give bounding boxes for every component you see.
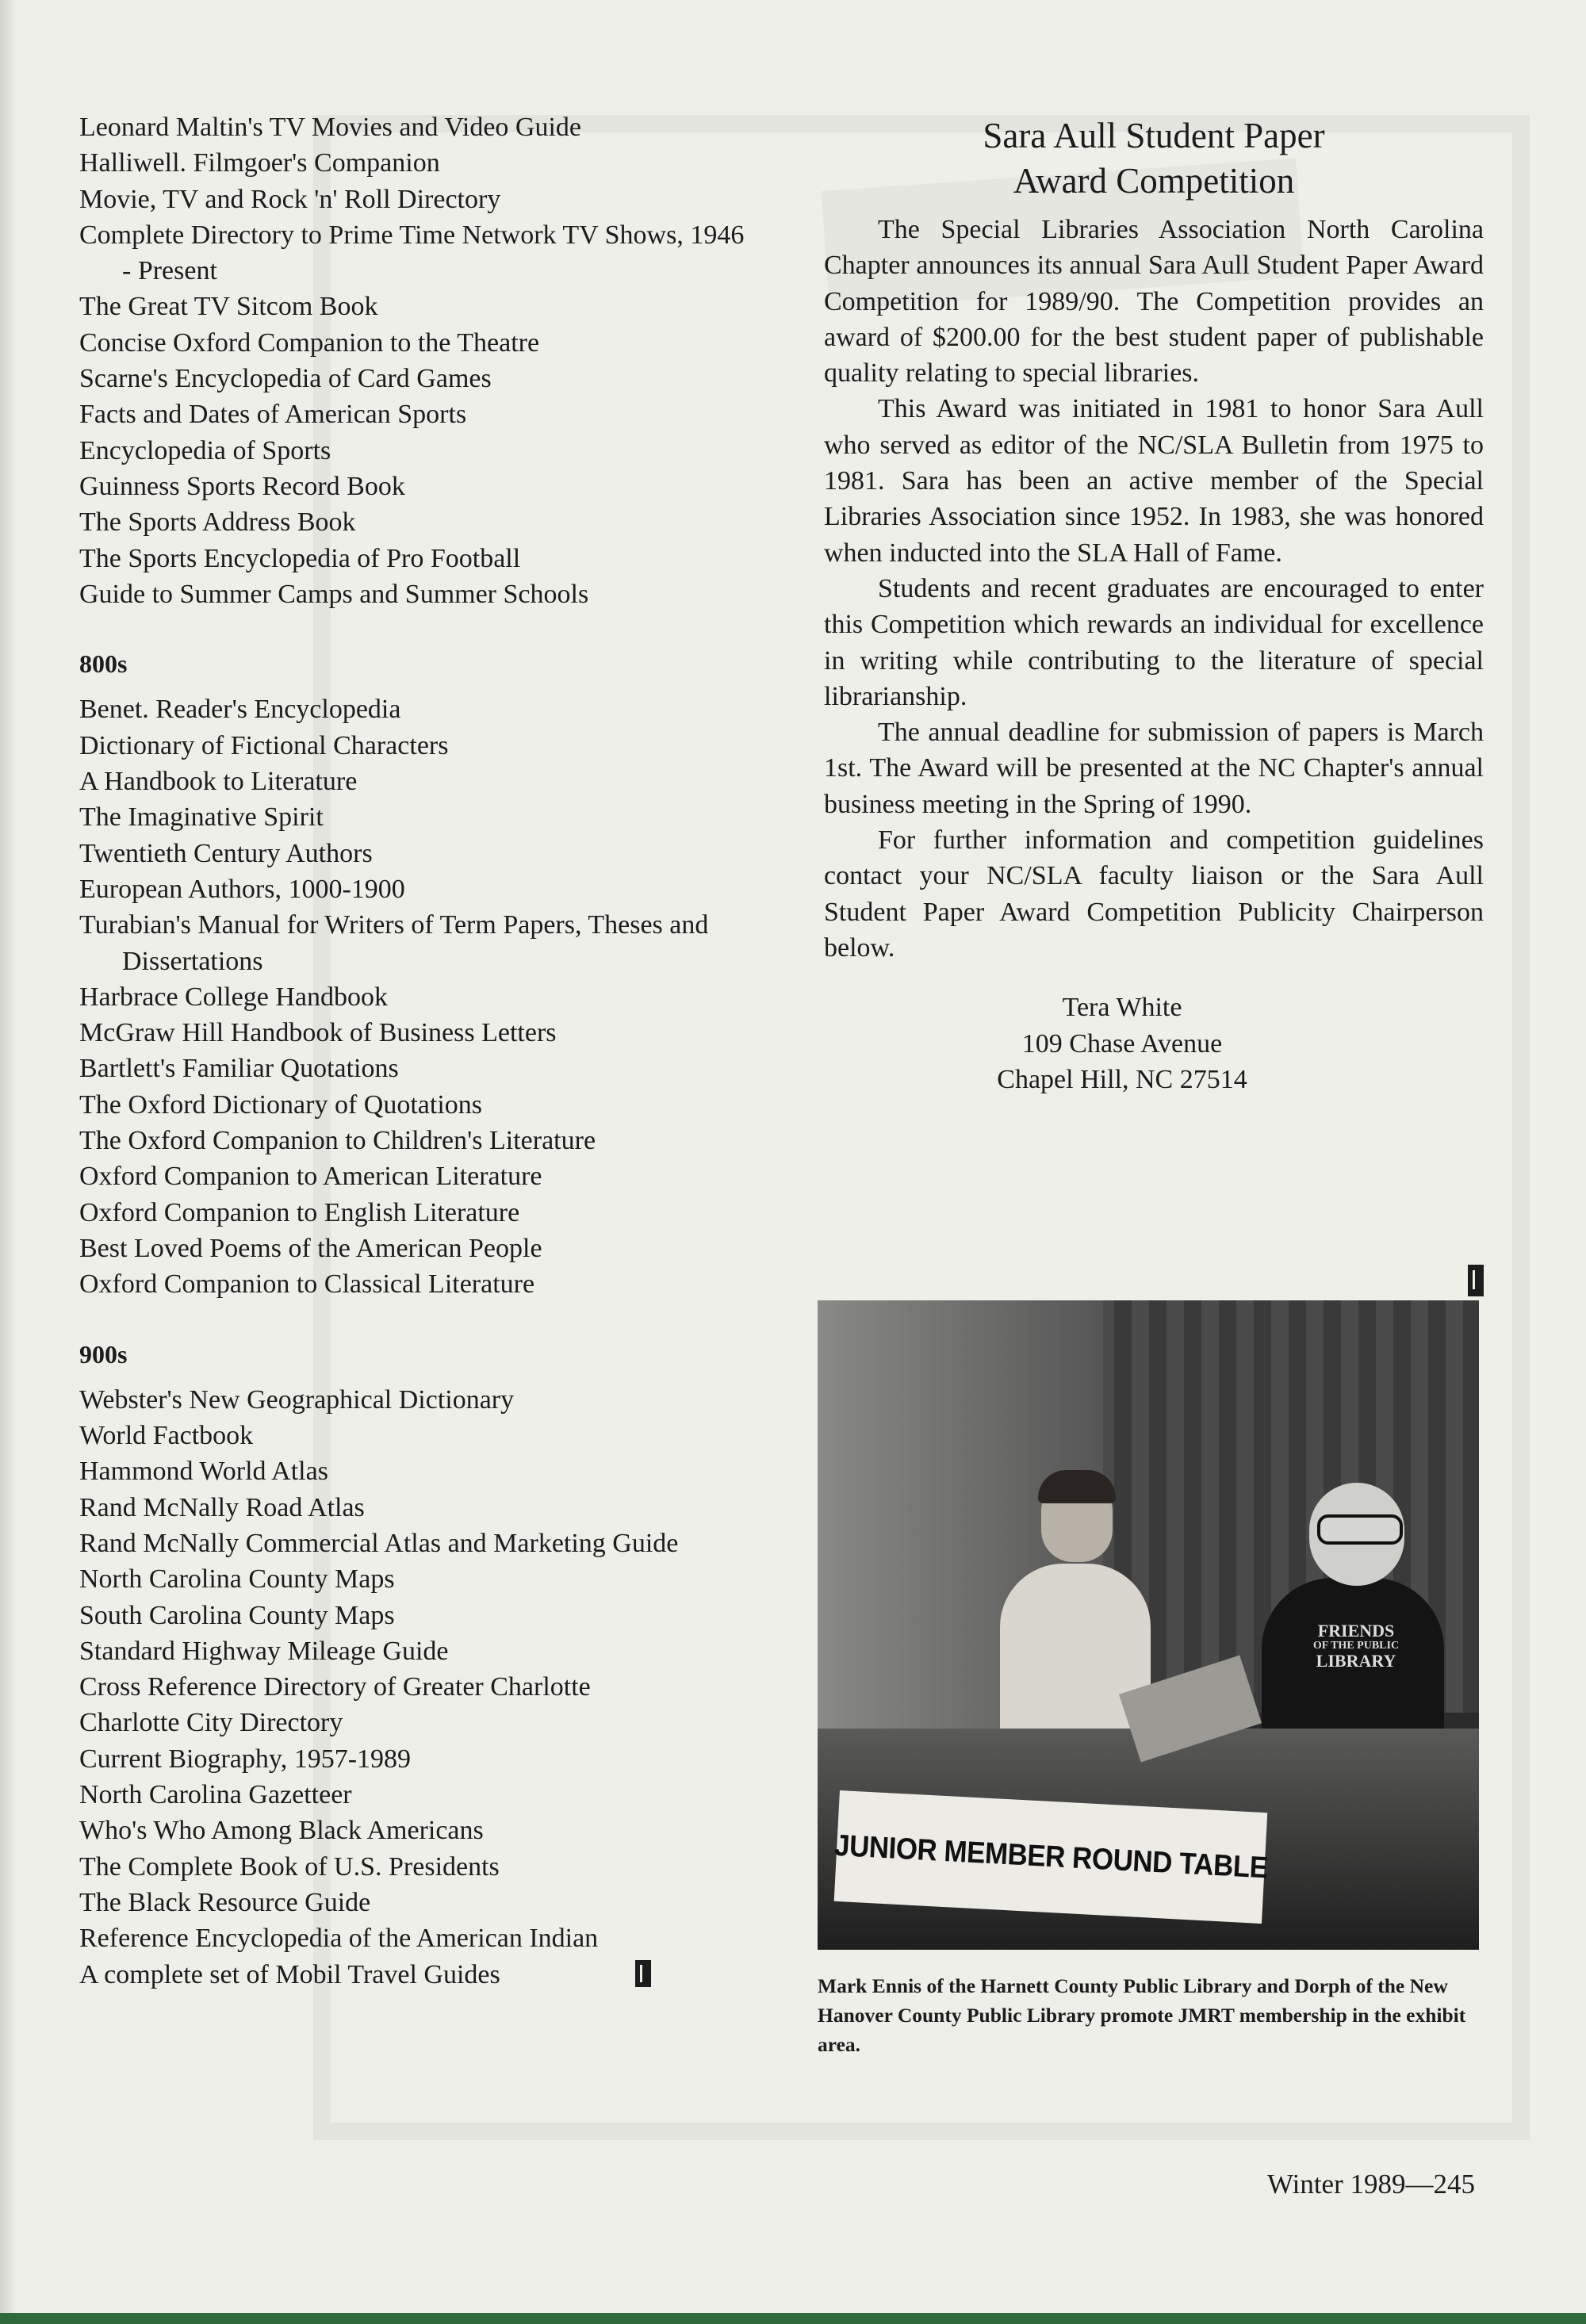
article-title-line: Sara Aull Student Paper <box>983 116 1325 155</box>
list-item: Dictionary of Fictional Characters <box>79 730 449 760</box>
list-item: McGraw Hill Handbook of Business Letters <box>79 1018 557 1048</box>
list-item: Cross Reference Directory of Greater Charlotte <box>79 1672 591 1702</box>
list-item: Who's Who Among Black Americans <box>79 1816 484 1846</box>
list-item: Current Biography, 1957-1989 <box>79 1744 412 1774</box>
list-item: Halliwell. Filmgoer's Companion <box>79 148 440 178</box>
list-item: Oxford Companion to Classical Literature <box>79 1269 535 1300</box>
article-paragraph: Students and recent graduates are encouraged to enter this Competition which rewards an individual for excellence in writing while contributing to the literature of special librarianship. <box>824 573 1484 711</box>
reference-list-column <box>79 109 753 1993</box>
contact-street: 109 Chase Avenue <box>1021 1028 1223 1059</box>
list-item: The Great TV Sitcom Book <box>79 292 378 322</box>
end-of-article-icon <box>635 1960 651 1987</box>
shirt-text-line: FRIENDS <box>1317 1621 1395 1641</box>
list-item: Guide to Summer Camps and Summer Schools <box>79 579 589 609</box>
photo-caption: Mark Ennis of the Harnett County Public Library and Dorph of the New Hanover County Public Library promote JMRT membership in the exhibit area. <box>818 1974 1466 2056</box>
list-item: Guinness Sports Record Book <box>79 471 405 501</box>
exhibit-photo <box>818 1300 1479 1950</box>
list-item: Harbrace College Handbook <box>79 982 388 1012</box>
list-item: Hammond World Atlas <box>79 1457 328 1487</box>
article-title <box>824 113 1484 204</box>
mascot-shirt <box>1262 1578 1444 1744</box>
list-item: Standard Highway Mileage Guide <box>79 1636 449 1666</box>
list-item: A Handbook to Literature <box>79 767 358 797</box>
list-item: Best Loved Poems of the American People <box>79 1233 542 1263</box>
list-item: Oxford Companion to American Literature <box>79 1162 542 1192</box>
list-item: Concise Oxford Companion to the Theatre <box>79 327 540 358</box>
list-item: Twentieth Century Authors <box>79 838 373 868</box>
list-item: Scarne's Encyclopedia of Card Games <box>79 364 492 394</box>
list-item: Reference Encyclopedia of the American Indian <box>79 1924 599 1954</box>
list-item: The Oxford Dictionary of Quotations <box>79 1089 482 1120</box>
section-heading-800s: 800s <box>79 649 128 679</box>
reference-list-800s <box>79 691 753 1302</box>
list-item: World Factbook <box>79 1421 254 1451</box>
mascot-glasses <box>1317 1514 1403 1545</box>
article-paragraph: For further information and competition guidelines contact your NC/SLA faculty liaison or the Sara Aull Student Paper Award Competition Publicity Chairperson below. <box>824 825 1484 963</box>
page-edge <box>0 0 17 2324</box>
list-item: North Carolina County Maps <box>79 1564 395 1595</box>
list-item: Turabian's Manual for Writers of Term Papers, Theses and Dissertations <box>79 910 709 976</box>
list-item: European Authors, 1000-1900 <box>79 874 405 904</box>
list-item: The Sports Encyclopedia of Pro Football <box>79 543 521 573</box>
shirt-text-line: LIBRARY <box>1316 1651 1396 1671</box>
list-item: The Oxford Companion to Children's Literature <box>79 1126 596 1156</box>
list-item: Oxford Companion to English Literature <box>79 1197 520 1227</box>
list-item: Encyclopedia of Sports <box>79 435 331 465</box>
jmrt-banner <box>834 1790 1268 1924</box>
list-item: The Sports Address Book <box>79 507 356 538</box>
contact-name: Tera White <box>1062 993 1182 1023</box>
article-column <box>824 113 1484 1097</box>
list-item: The Complete Book of U.S. Presidents <box>79 1851 500 1882</box>
end-of-article-icon <box>1468 1265 1484 1296</box>
list-item <box>79 1957 753 1993</box>
article-title-line: Award Competition <box>1013 161 1295 201</box>
list-item: Movie, TV and Rock 'n' Roll Directory <box>79 184 501 214</box>
contact-city: Chapel Hill, NC 27514 <box>997 1064 1247 1094</box>
reference-list-900s <box>79 1382 753 1993</box>
list-item: The Imaginative Spirit <box>79 802 324 833</box>
page-footer: Winter 1989—245 <box>1266 2169 1475 2200</box>
person-hair <box>1038 1470 1116 1503</box>
list-item: Bartlett's Familiar Quotations <box>79 1054 399 1084</box>
list-item: North Carolina Gazetteer <box>79 1780 352 1810</box>
photo-mascot-dorph <box>1262 1483 1444 1744</box>
article-paragraph: The Special Libraries Association North Carolina Chapter announces its annual Sara Aull Student Paper Award Competition for 1989/90. The Competition provides an award of $200.00 for the best student paper of publishable quality relating to special libraries. <box>824 215 1484 389</box>
reference-list-general <box>79 109 753 612</box>
list-item: Rand McNally Road Atlas <box>79 1492 365 1522</box>
shirt-text-line: OF THE PUBLIC <box>1312 1640 1400 1652</box>
list-item: Webster's New Geographical Dictionary <box>79 1384 515 1415</box>
list-item-text: A complete set of Mobil Travel Guides <box>79 1959 500 1989</box>
bottom-edge-strip <box>0 2313 1586 2324</box>
contact-address <box>824 990 1484 1097</box>
list-item: Benet. Reader's Encyclopedia <box>79 695 401 725</box>
list-item: Facts and Dates of American Sports <box>79 400 467 430</box>
section-heading-900s: 900s <box>79 1339 128 1369</box>
article-paragraph: The annual deadline for submission of papers is March 1st. The Award will be presented at the NC Chapter's annual business meeting in the Spring of 1990. <box>824 718 1484 819</box>
list-item: South Carolina County Maps <box>79 1600 395 1630</box>
list-item: Leonard Maltin's TV Movies and Video Guide <box>79 113 582 142</box>
list-item: Complete Directory to Prime Time Network TV Shows, 1946 - Present <box>79 220 745 286</box>
list-item: The Black Resource Guide <box>79 1887 371 1917</box>
article-paragraph: This Award was initiated in 1981 to honor Sara Aull who served as editor of the NC/SLA Bulletin from 1975 to 1981. Sara has been an active member of the Special Libraries Association since 1952. In 1983, she was honored when inducted into the SLA Hall of Fame. <box>824 394 1484 568</box>
list-item: Rand McNally Commercial Atlas and Marketing Guide <box>79 1528 679 1558</box>
list-item: Charlotte City Directory <box>79 1708 343 1738</box>
banner-text: JUNIOR MEMBER ROUND TABLE <box>833 1828 1269 1885</box>
mascot-shirt-text <box>1297 1622 1416 1670</box>
